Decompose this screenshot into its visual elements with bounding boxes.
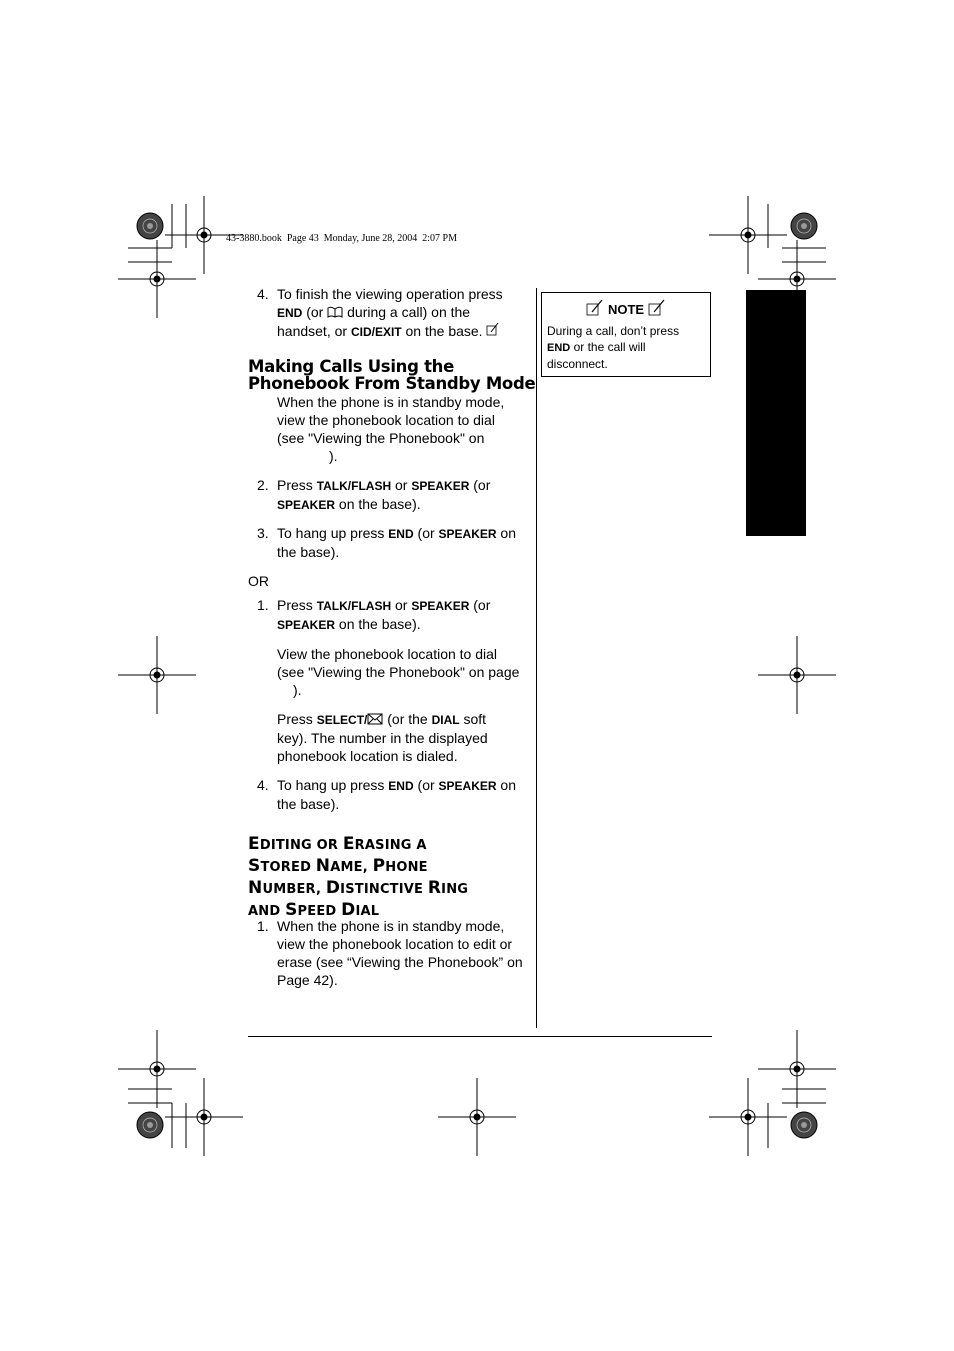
- text: (or the: [383, 711, 432, 727]
- end-key: END: [388, 527, 414, 541]
- end-key: END: [277, 306, 303, 320]
- text-line: View the phonebook location to dial: [277, 646, 498, 662]
- text: (or: [469, 597, 491, 613]
- cap: N: [248, 878, 263, 898]
- step-number: 3.: [257, 525, 269, 541]
- sc: DITING OR: [259, 838, 343, 853]
- speaker-key: SPEAKER: [277, 618, 336, 632]
- text: handset, or: [277, 323, 351, 339]
- cap: P: [372, 856, 386, 876]
- text: on the base.: [401, 323, 483, 339]
- cap: S: [248, 856, 261, 876]
- text: (or: [302, 304, 328, 320]
- cap: R: [427, 878, 442, 898]
- text-line: During a call, don’t press: [547, 324, 680, 338]
- text-line: key). The number in the displayed: [277, 730, 488, 746]
- sc: IAL: [355, 904, 380, 919]
- text: (or: [413, 777, 439, 793]
- text-line: view the phonebook location to edit or: [277, 936, 513, 952]
- text-line: When the phone is in standby mode,: [277, 394, 505, 410]
- text: soft: [459, 711, 487, 727]
- cap: S: [285, 900, 298, 920]
- sc: TORED: [260, 860, 316, 875]
- text: Press: [277, 711, 317, 727]
- text: To hang up press: [277, 777, 389, 793]
- text-line: disconnect.: [547, 357, 608, 371]
- sc: ISTINCTIVE: [340, 882, 428, 897]
- text: on: [496, 777, 517, 793]
- text: (or: [413, 525, 439, 541]
- step-number: 1.: [257, 918, 269, 934]
- text-line: view the phonebook location to dial: [277, 412, 495, 428]
- end-key: END: [388, 779, 414, 793]
- heading-line: Making Calls Using the: [248, 357, 455, 376]
- speaker-key: SPEAKER: [411, 479, 470, 493]
- step-number: 1.: [257, 597, 269, 613]
- speaker-key: SPEAKER: [411, 599, 470, 613]
- select-key: SELECT/: [316, 713, 368, 727]
- sc: UMBER,: [262, 882, 326, 897]
- text-line: ).: [293, 682, 302, 698]
- text-line: (see "Viewing the Phonebook" on page: [277, 664, 520, 680]
- text: or the call will: [570, 340, 646, 354]
- text-line: To finish the viewing operation press: [277, 286, 503, 302]
- cap: N: [315, 856, 331, 876]
- text-line: phonebook location is dialed.: [277, 748, 458, 764]
- cap: E: [342, 834, 355, 854]
- text: or: [391, 477, 412, 493]
- cap: D: [325, 878, 341, 898]
- text-line: the base).: [277, 796, 340, 812]
- step-number: 2.: [257, 477, 269, 493]
- text: on: [496, 525, 517, 541]
- end-key: END: [547, 342, 571, 354]
- sc: AND: [248, 904, 286, 919]
- sc: HONE: [385, 860, 428, 875]
- cid-exit-key: CID/EXIT: [350, 325, 402, 339]
- sc: AME,: [330, 860, 373, 875]
- cap: D: [341, 900, 356, 920]
- cap: E: [248, 834, 260, 854]
- text: on the base).: [335, 616, 421, 632]
- sc: RASING A: [354, 838, 427, 853]
- step-number: 4.: [257, 286, 269, 302]
- speaker-key: SPEAKER: [277, 498, 336, 512]
- note-title-text: NOTE: [607, 302, 645, 317]
- text-line: When the phone is in standby mode,: [277, 918, 505, 934]
- text-line: (see "Viewing the Phonebook" on: [277, 430, 485, 446]
- step-number: 4.: [257, 777, 269, 793]
- text-line: Page 42).: [277, 972, 338, 988]
- talk-flash-key: TALK/FLASH: [316, 479, 392, 493]
- text: Press: [277, 597, 317, 613]
- or-separator: OR: [248, 573, 269, 589]
- sc: PEED: [297, 904, 342, 919]
- text: or: [391, 597, 412, 613]
- sc: ING: [441, 882, 469, 897]
- dial-key: DIAL: [431, 713, 460, 727]
- speaker-key: SPEAKER: [438, 527, 497, 541]
- text-line: erase (see “Viewing the Phonebook” on: [277, 954, 523, 970]
- text: during a call) on the: [343, 304, 471, 320]
- file-info-header: 43-3880.book Page 43 Monday, June 28, 2004 2:07 PM: [226, 233, 458, 244]
- text-line: the base).: [277, 544, 340, 560]
- text: on the base).: [335, 496, 421, 512]
- text: Press: [277, 477, 317, 493]
- speaker-key: SPEAKER: [438, 779, 497, 793]
- talk-flash-key: TALK/FLASH: [316, 599, 392, 613]
- heading-line: Phonebook From Standby Mode: [248, 374, 536, 393]
- text-line: ).: [329, 448, 338, 464]
- text: To hang up press: [277, 525, 389, 541]
- text: (or: [469, 477, 491, 493]
